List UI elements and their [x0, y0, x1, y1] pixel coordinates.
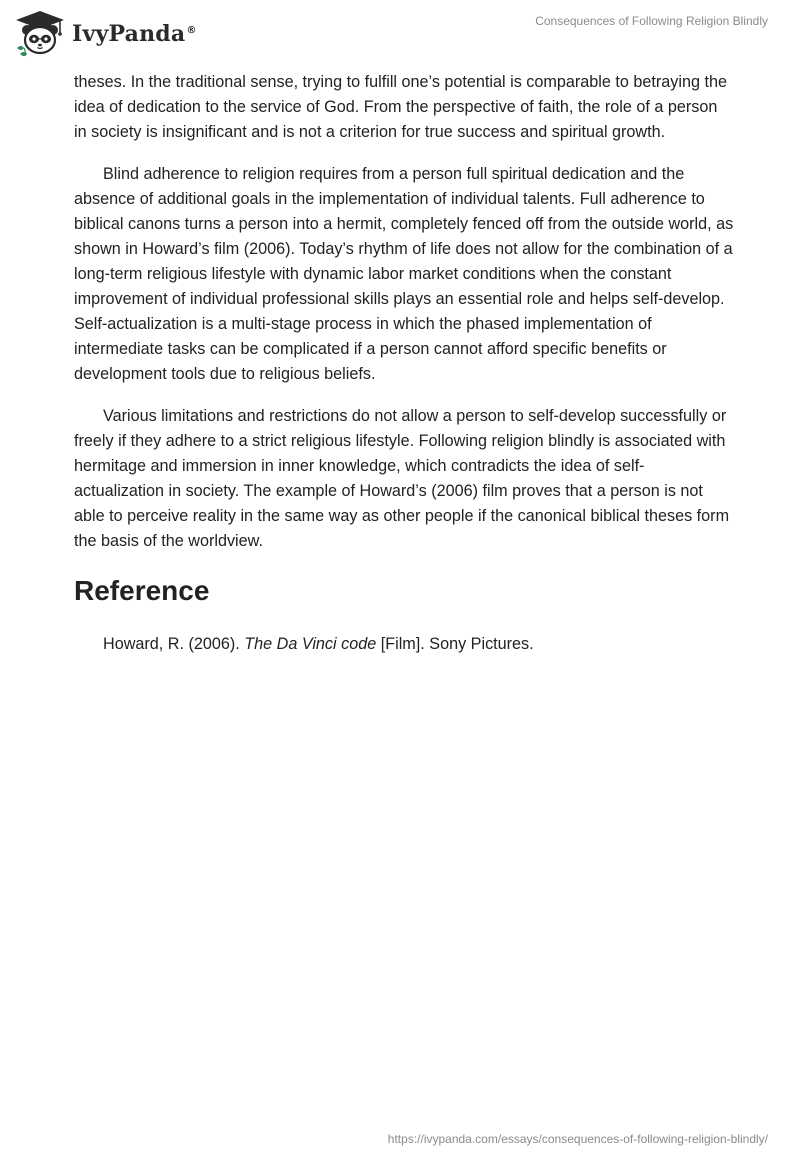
reference-entry — [74, 632, 734, 657]
essay-content — [74, 70, 734, 674]
paragraph-continuation: theses. In the traditional sense, trying to fulfill one’s potential is comparable to betraying the idea of dedication to the service of God. From the perspective of faith, the role of a person in society is insignificant and is not a criterion for true success and spiritual growth. — [74, 73, 727, 141]
page-header — [0, 0, 800, 64]
logo-text: IvyPanda — [72, 21, 186, 47]
registered-mark: ® — [186, 24, 197, 36]
paragraph-blind-adherence: Blind adherence to religion requires from a person full spiritual dedication and the absence of additional goals in the implementation of individual talents. Full adherence to biblical canons turns a person into a hermit, completely fenced off from the outside world, as shown in Howard’s film (2006). Today’s rhythm of life does not allow for the combination of a long-term religious lifestyle with dynamic labor market conditions when the constant improvement of individual professional skills plays an essential role and helps self-develop. Self-actualization is a multi-stage process in which the phased implementation of intermediate tasks can be complicated if a person cannot afford specific benefits or development tools due to religious beliefs. — [74, 165, 734, 383]
paragraph-limitations: Various limitations and restrictions do not allow a person to self-develop successfully or freely if they adhere to a strict religious lifestyle. Following religion blindly is associated with hermitage and immersion in inner knowledge, which contradicts the idea of self-actualization in society. The example of Howard’s (2006) film proves that a person is not able to perceive reality in the same way as other people if the canonical biblical theses form the basis of the worldview. — [74, 407, 730, 550]
document-title: Consequences of Following Religion Blindly — [535, 14, 768, 28]
ivypanda-logo[interactable] — [14, 8, 197, 58]
logo-wordmark — [72, 21, 197, 47]
panda-graduation-cap-icon — [14, 8, 66, 58]
footer-url[interactable]: https://ivypanda.com/essays/consequences-of-following-religion-blindly/ — [387, 1132, 768, 1146]
reference-heading: Reference — [74, 575, 210, 606]
reference-title: The Da Vinci code — [244, 635, 377, 653]
reference-prefix: Howard, R. (2006). — [103, 635, 245, 653]
reference-suffix: [Film]. Sony Pictures. — [376, 635, 534, 653]
